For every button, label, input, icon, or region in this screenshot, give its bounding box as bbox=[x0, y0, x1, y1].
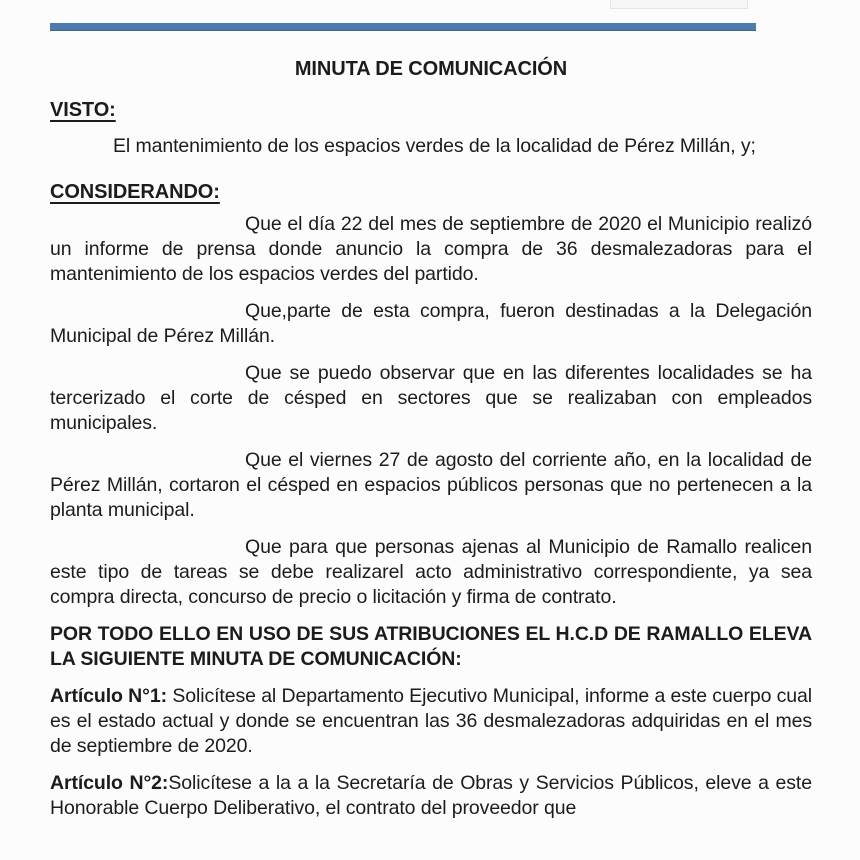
considerando-paragraph-3: Que se puedo observar que en las diferentes localidades se ha tercerizado el corte de césped en sectores que se realizaban con empleados municipales. bbox=[50, 362, 812, 434]
document-title: MINUTA DE COMUNICACIÓN bbox=[294, 58, 568, 80]
considerando-paragraph-2: Que,parte de esta compra, fueron destinadas a la Delegación Municipal de Pérez Millán. bbox=[50, 300, 812, 347]
article-1 bbox=[50, 684, 812, 759]
article-2-label: Artículo N°2: bbox=[50, 772, 169, 794]
article-1-text: Solicítese al Departamento Ejecutivo Municipal, informe a este cuerpo cual es el estado actual y donde se encuentran las 36 desmalezadoras adquiridas en el mes de septiembre de 2020. bbox=[50, 685, 813, 757]
considerando-heading: CONSIDERANDO: bbox=[50, 181, 220, 203]
resolution-statement: POR TODO ELLO EN USO DE SUS ATRIBUCIONES EL H.C.D DE RAMALLO ELEVA LA SIGUIENTE MINUTA DE COMUNICACIÓN: bbox=[50, 623, 812, 670]
considerando-paragraph-4: Que el viernes 27 de agosto del corriente año, en la localidad de Pérez Millán, cortaron el césped en espacios públicos personas que no pertenecen a la planta municipal. bbox=[50, 449, 812, 521]
header-divider-bar bbox=[50, 23, 756, 31]
considerando-paragraph-5: Que para que personas ajenas al Municipio de Ramallo realicen este tipo de tareas se debe realizarel acto administrativo correspondiente, ya sea compra directa, concurso de precio o licitación y firma de contrato. bbox=[50, 536, 812, 608]
top-right-partial-box bbox=[610, 0, 748, 9]
visto-paragraph: El mantenimiento de los espacios verdes de la localidad de Pérez Millán, y; bbox=[113, 135, 756, 157]
considerando-paragraph-1: Que el día 22 del mes de septiembre de 2020 el Municipio realizó un informe de prensa donde anuncio la compra de 36 desmalezadoras para el mantenimiento de los espacios verdes del partido. bbox=[50, 213, 812, 285]
article-2-text: Solicítese a la a la Secretaría de Obras y Servicios Públicos, eleve a este Honorable Cuerpo Deliberativo, el contrato del proveedor que bbox=[50, 772, 812, 819]
visto-heading: VISTO: bbox=[50, 99, 116, 121]
article-2 bbox=[50, 771, 812, 821]
article-1-label: Artículo N°1: bbox=[50, 685, 168, 707]
